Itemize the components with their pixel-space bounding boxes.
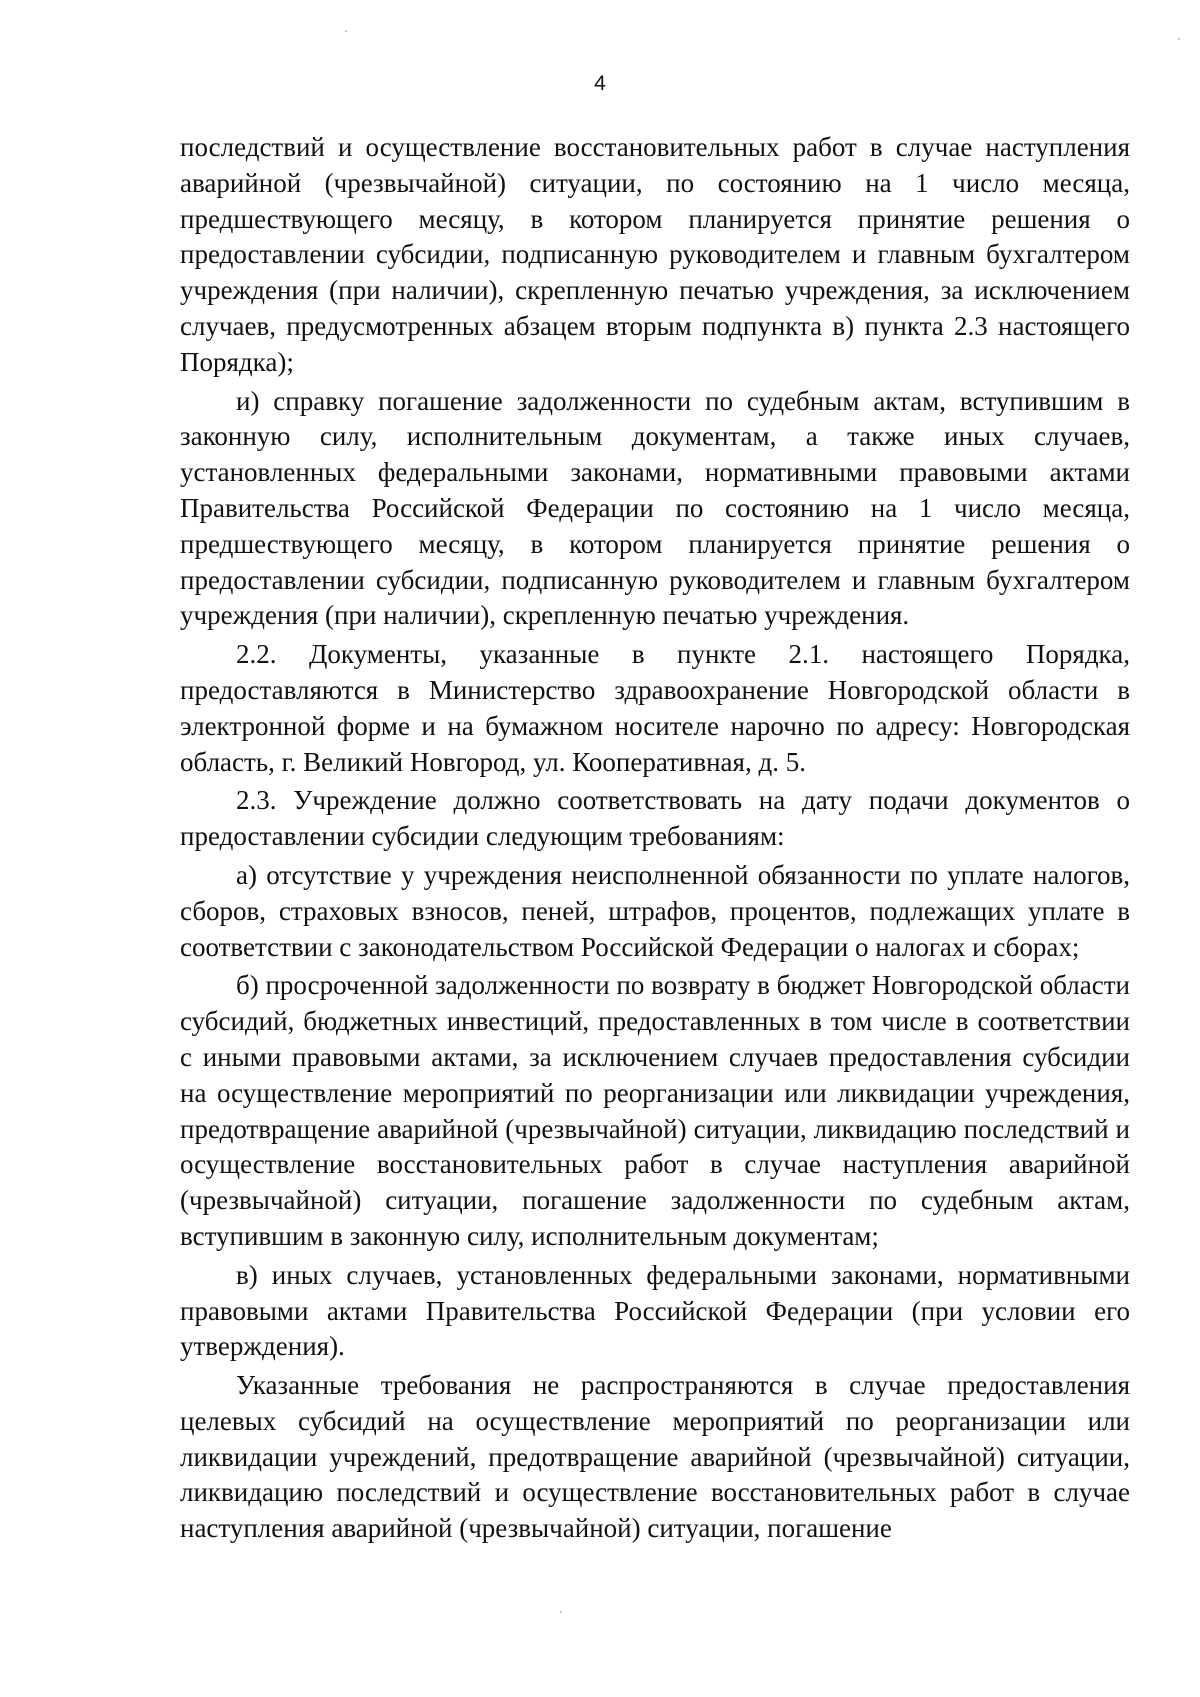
- page-number: 4: [594, 72, 606, 95]
- paragraph-item-b: б) просроченной задолженности по возврату в бюджет Новгородской области субсидий, бюджетных инвестиций, предоставленных в том числе в соответствии с иными правовыми актами, за исключением случаев предоставления субсидии на осуществление мероприятий по реорганизации или ликвидации учреждения, предотвращение аварийной (чрезвычайной) ситуации, ликвидацию последствий и осуществление восстановительных работ в случае наступления аварийной (чрезвычайной) ситуации, погашение задолженности по судебным актам, вступившим в законную силу, исполнительным документам;: [180, 970, 1130, 1251]
- paragraph-continuation: последствий и осуществление восстановительных работ в случае наступления аварийной (чрезвычайной) ситуации, по состоянию на 1 число месяца, предшествующего месяцу, в котором планируется принятие решения о предоставлении субсидии, подписанную руководителем и главным бухгалтером учреждения (при наличии), скрепленную печатью учреждения, за исключением случаев, предусмотренных абзацем вторым подпункта в) пункта 2.3 настоящего Порядка);: [180, 132, 1130, 377]
- scan-speck: [1178, 38, 1180, 40]
- paragraph-2-2: 2.2. Документы, указанные в пункте 2.1. настоящего Порядка, предоставляются в Министерство здравоохранение Новгородской области в электронной форме и на бумажном носителе нарочно по адресу: Новгородская область, г. Великий Новгород, ул. Кооперативная, д. 5.: [180, 639, 1130, 777]
- scan-speck: [345, 30, 347, 32]
- paragraph-item-a: а) отсутствие у учреждения неисполненной обязанности по уплате налогов, сборов, страховых взносов, пеней, штрафов, процентов, подлежащих уплате в соответствии с законодательством Российской Федерации о налогах и сборах;: [180, 859, 1130, 962]
- paragraph-item-v: в) иных случаев, установленных федеральными законами, нормативными правовыми актами Правительства Российской Федерации (при условии его утверждения).: [180, 1259, 1130, 1362]
- paragraph-2-3: 2.3. Учреждение должно соответствовать на дату подачи документов о предоставлении субсидии следующим требованиям:: [180, 785, 1130, 852]
- document-body: [180, 130, 1130, 1547]
- scan-speck: [560, 1611, 562, 1613]
- paragraph-requirements-note: Указанные требования не распространяются в случае предоставления целевых субсидий на осуществление мероприятий по реорганизации или ликвидации учреждений, предотвращение аварийной (чрезвычайной) ситуации, ликвидацию последствий и осуществление восстановительных работ в случае наступления аварийной (чрезвычайной) ситуации, погашение: [180, 1370, 1130, 1544]
- paragraph-item-i: и) справку погашение задолженности по судебным актам, вступившим в законную силу, исполнительным документам, а также иных случаев, установленных федеральными законами, нормативными правовыми актами Правительства Российской Федерации по состоянию на 1 число месяца, предшествующего месяцу, в котором планируется принятие решения о предоставлении субсидии, подписанную руководителем и главным бухгалтером учреждения (при наличии), скрепленную печатью учреждения.: [180, 385, 1130, 631]
